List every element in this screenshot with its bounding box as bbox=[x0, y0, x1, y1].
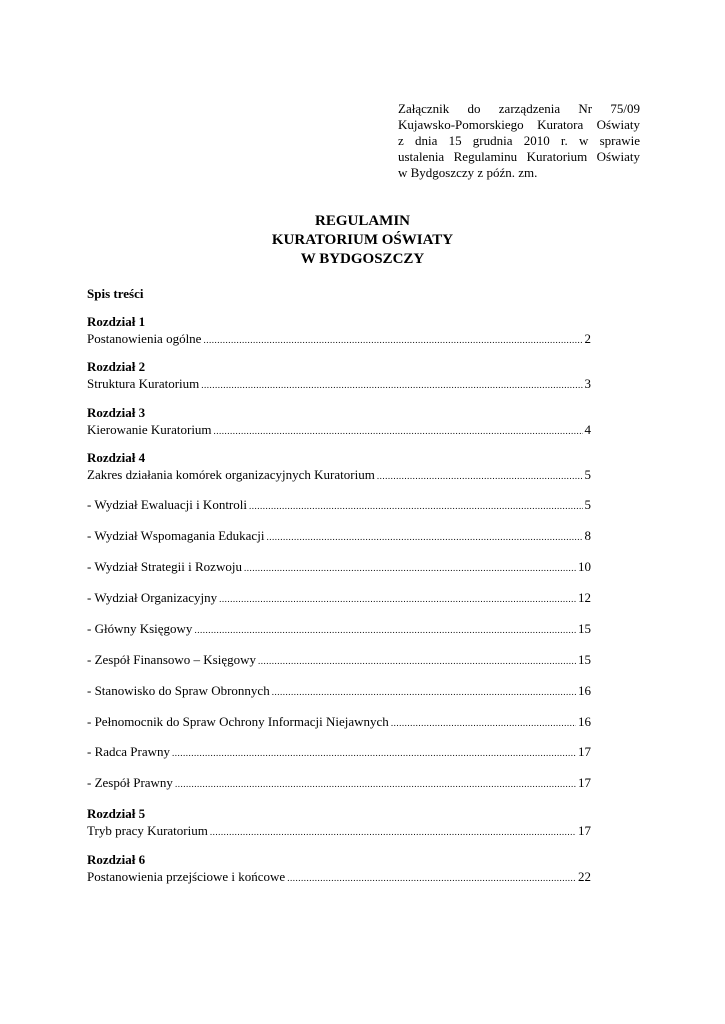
dot-leader bbox=[272, 684, 576, 701]
toc-chapter bbox=[87, 851, 591, 887]
page-number: 5 bbox=[584, 497, 591, 512]
toc-sub-entry bbox=[87, 743, 591, 762]
dot-leader bbox=[266, 529, 582, 546]
toc-sub-entry bbox=[87, 651, 591, 670]
dot-leader bbox=[391, 715, 576, 732]
dot-leader bbox=[258, 653, 576, 670]
page-number: 17 bbox=[578, 823, 591, 838]
chapter-label: Rozdział 6 bbox=[87, 852, 146, 867]
chapter-label: Rozdział 2 bbox=[87, 359, 146, 374]
sub-entry-title: - Zespół Prawny bbox=[87, 775, 173, 790]
page-number: 22 bbox=[578, 869, 591, 884]
chapter-label: Rozdział 4 bbox=[87, 450, 146, 465]
toc-sub-entry bbox=[87, 682, 591, 701]
dot-leader bbox=[175, 776, 576, 793]
chapter-label: Rozdział 3 bbox=[87, 405, 146, 420]
page-number: 15 bbox=[578, 652, 591, 667]
dot-leader bbox=[249, 498, 583, 515]
sub-entry-title: - Zespół Finansowo – Księgowy bbox=[87, 652, 256, 667]
page-number: 4 bbox=[584, 422, 591, 437]
annex-note bbox=[398, 101, 640, 181]
dot-leader bbox=[244, 560, 576, 577]
chapter-label: Rozdział 1 bbox=[87, 314, 146, 329]
page-number: 16 bbox=[578, 714, 591, 729]
page-number: 12 bbox=[578, 590, 591, 605]
sub-entry-title: - Stanowisko do Spraw Obronnych bbox=[87, 683, 270, 698]
page-number: 10 bbox=[578, 559, 591, 574]
dot-leader bbox=[210, 824, 576, 841]
page-number: 8 bbox=[584, 528, 591, 543]
sub-entry-title: - Wydział Organizacyjny bbox=[87, 590, 218, 605]
toc-chapter bbox=[87, 358, 591, 394]
dot-leader bbox=[194, 622, 576, 639]
chapter-title: Kierowanie Kuratorium bbox=[87, 422, 212, 437]
sub-entry-title: - Pełnomocnik do Spraw Ochrony Informacji Niejawnych bbox=[87, 714, 389, 729]
toc-heading: Spis treści bbox=[87, 286, 144, 301]
sub-entry-title: - Główny Księgowy bbox=[87, 621, 193, 636]
dot-leader bbox=[377, 468, 583, 485]
page-number: 17 bbox=[578, 744, 591, 759]
toc-chapter bbox=[87, 805, 591, 841]
page-number: 5 bbox=[584, 467, 591, 482]
dot-leader bbox=[214, 423, 583, 440]
annex-line: w Bydgoszczy z późn. zm. bbox=[398, 165, 538, 180]
toc-sub-entry bbox=[87, 620, 591, 639]
toc-sub-entry bbox=[87, 496, 591, 515]
annex-line: Załącznik do zarządzenia Nr 75/09 bbox=[398, 101, 640, 116]
dot-leader bbox=[287, 870, 576, 887]
chapter-title: Tryb pracy Kuratorium bbox=[87, 823, 208, 838]
dot-leader bbox=[203, 332, 582, 349]
annex-line: ustalenia Regulaminu Kuratorium Oświaty bbox=[398, 149, 640, 164]
sub-entry-title: - Wydział Ewaluacji i Kontroli bbox=[87, 497, 247, 512]
annex-line: Kujawsko-Pomorskiego Kuratora Oświaty bbox=[398, 117, 640, 132]
chapter-title: Zakres działania komórek organizacyjnych Kuratorium bbox=[87, 467, 375, 482]
title-line: W BYDGOSZCZY bbox=[300, 251, 425, 267]
toc-sub-entry bbox=[87, 774, 591, 793]
dot-leader bbox=[201, 377, 582, 394]
dot-leader bbox=[219, 591, 576, 608]
toc-sub-entry bbox=[87, 527, 591, 546]
page-number: 2 bbox=[584, 331, 591, 346]
toc-sub-entry bbox=[87, 558, 591, 577]
page-number: 3 bbox=[584, 376, 591, 391]
sub-entry-title: - Wydział Strategii i Rozwoju bbox=[87, 559, 242, 574]
title-line: KURATORIUM OŚWIATY bbox=[271, 232, 454, 248]
title-line: REGULAMIN bbox=[314, 213, 410, 229]
toc-chapter bbox=[87, 313, 591, 349]
chapter-title: Postanowienia ogólne bbox=[87, 331, 202, 346]
toc-chapter bbox=[87, 404, 591, 440]
page-number: 16 bbox=[578, 683, 591, 698]
page-number: 15 bbox=[578, 621, 591, 636]
chapter-label: Rozdział 5 bbox=[87, 806, 146, 821]
annex-line: z dnia 15 grudnia 2010 r. w sprawie bbox=[398, 133, 640, 148]
toc-sub-entry bbox=[87, 713, 591, 732]
document-title bbox=[0, 212, 725, 269]
toc-sub-entry bbox=[87, 589, 591, 608]
chapter-title: Postanowienia przejściowe i końcowe bbox=[87, 869, 286, 884]
sub-entry-title: - Radca Prawny bbox=[87, 744, 171, 759]
page-number: 17 bbox=[578, 775, 591, 790]
chapter-title: Struktura Kuratorium bbox=[87, 376, 200, 391]
toc-chapter bbox=[87, 449, 591, 485]
sub-entry-title: - Wydział Wspomagania Edukacji bbox=[87, 528, 265, 543]
dot-leader bbox=[172, 745, 576, 762]
